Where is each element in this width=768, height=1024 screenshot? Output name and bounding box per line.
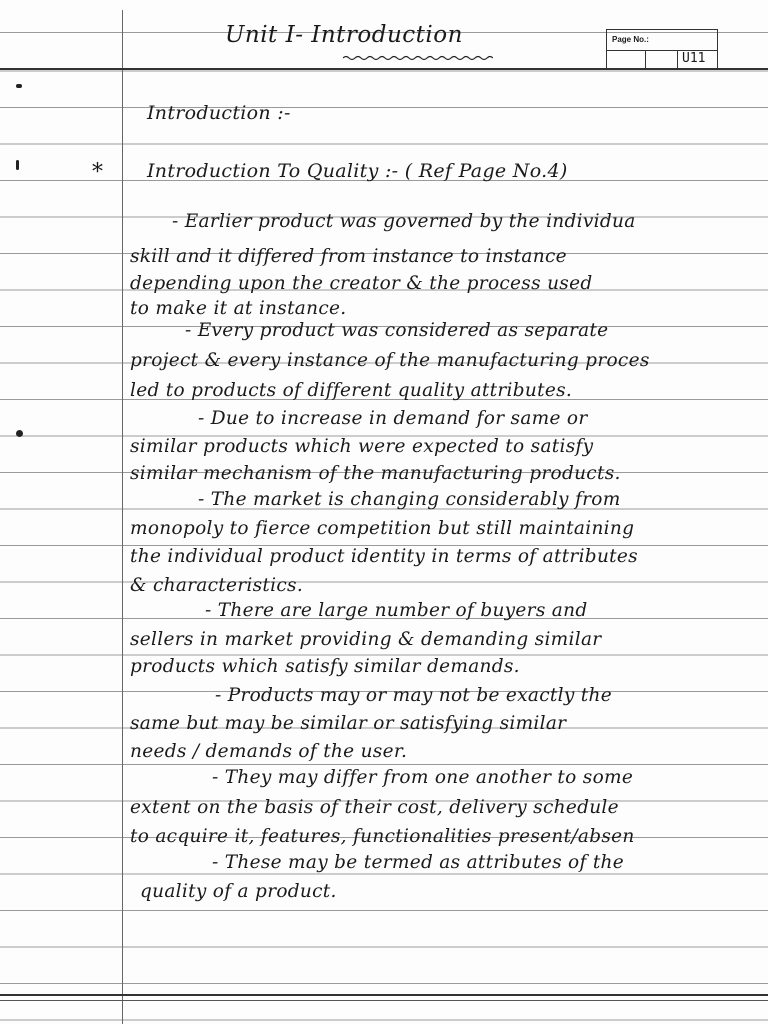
margin-tick	[16, 430, 23, 437]
page-number-label: Page No.:	[612, 35, 649, 44]
text-line: similar products which were expected to satisfy	[130, 436, 594, 457]
page-title: Unit I- Introduction	[225, 22, 463, 48]
text-line: depending upon the creator & the process used	[130, 273, 593, 294]
text-line: led to products of different quality attributes.	[130, 380, 573, 401]
margin-line	[122, 10, 123, 1024]
text-line: - The market is changing considerably from	[198, 489, 621, 510]
margin-tick	[16, 84, 22, 88]
text-line: products which satisfy similar demands.	[130, 656, 520, 677]
page-number-box	[606, 29, 718, 69]
text-line: - These may be termed as attributes of the	[212, 852, 625, 873]
heading-introduction-to-quality: Introduction To Quality :- ( Ref Page No.4)	[147, 160, 568, 182]
margin-tick	[16, 160, 19, 170]
text-line: the individual product identity in terms of attributes	[130, 546, 638, 567]
page-number-cell-divider	[645, 51, 646, 70]
text-line: needs / demands of the user.	[130, 741, 408, 762]
heading-introduction: Introduction :-	[147, 102, 291, 124]
text-line: project & every instance of the manufacturing proces	[130, 350, 650, 371]
text-line: skill and it differed from instance to instance	[130, 246, 567, 267]
footer-rule	[0, 994, 768, 996]
text-line: - Every product was considered as separate	[185, 320, 609, 341]
text-line: same but may be similar or satisfying similar	[130, 713, 567, 734]
text-line: to acquire it, features, functionalities present/absen	[130, 826, 635, 847]
page-number-cell-divider	[677, 51, 678, 70]
text-line: - Due to increase in demand for same or	[198, 408, 588, 429]
text-line: extent on the basis of their cost, delivery schedule	[130, 797, 619, 818]
text-line: & characteristics.	[130, 575, 304, 596]
text-line: sellers in market providing & demanding similar	[130, 629, 602, 650]
text-line: - Earlier product was governed by the individua	[172, 211, 636, 232]
text-line: monopoly to fierce competition but still maintaining	[130, 518, 635, 539]
text-line: to make it at instance.	[130, 298, 347, 319]
footer-rule-2	[0, 1000, 768, 1001]
text-line: - There are large number of buyers and	[205, 600, 588, 621]
title-squiggle-underline	[343, 55, 493, 61]
text-line: - Products may or may not be exactly the	[215, 685, 612, 706]
text-line: - They may differ from one another to some	[212, 767, 634, 788]
text-line: similar mechanism of the manufacturing products.	[130, 463, 621, 484]
star-bullet: *	[92, 160, 103, 185]
text-line: quality of a product.	[140, 881, 337, 902]
page-number-value: U11	[682, 51, 706, 66]
